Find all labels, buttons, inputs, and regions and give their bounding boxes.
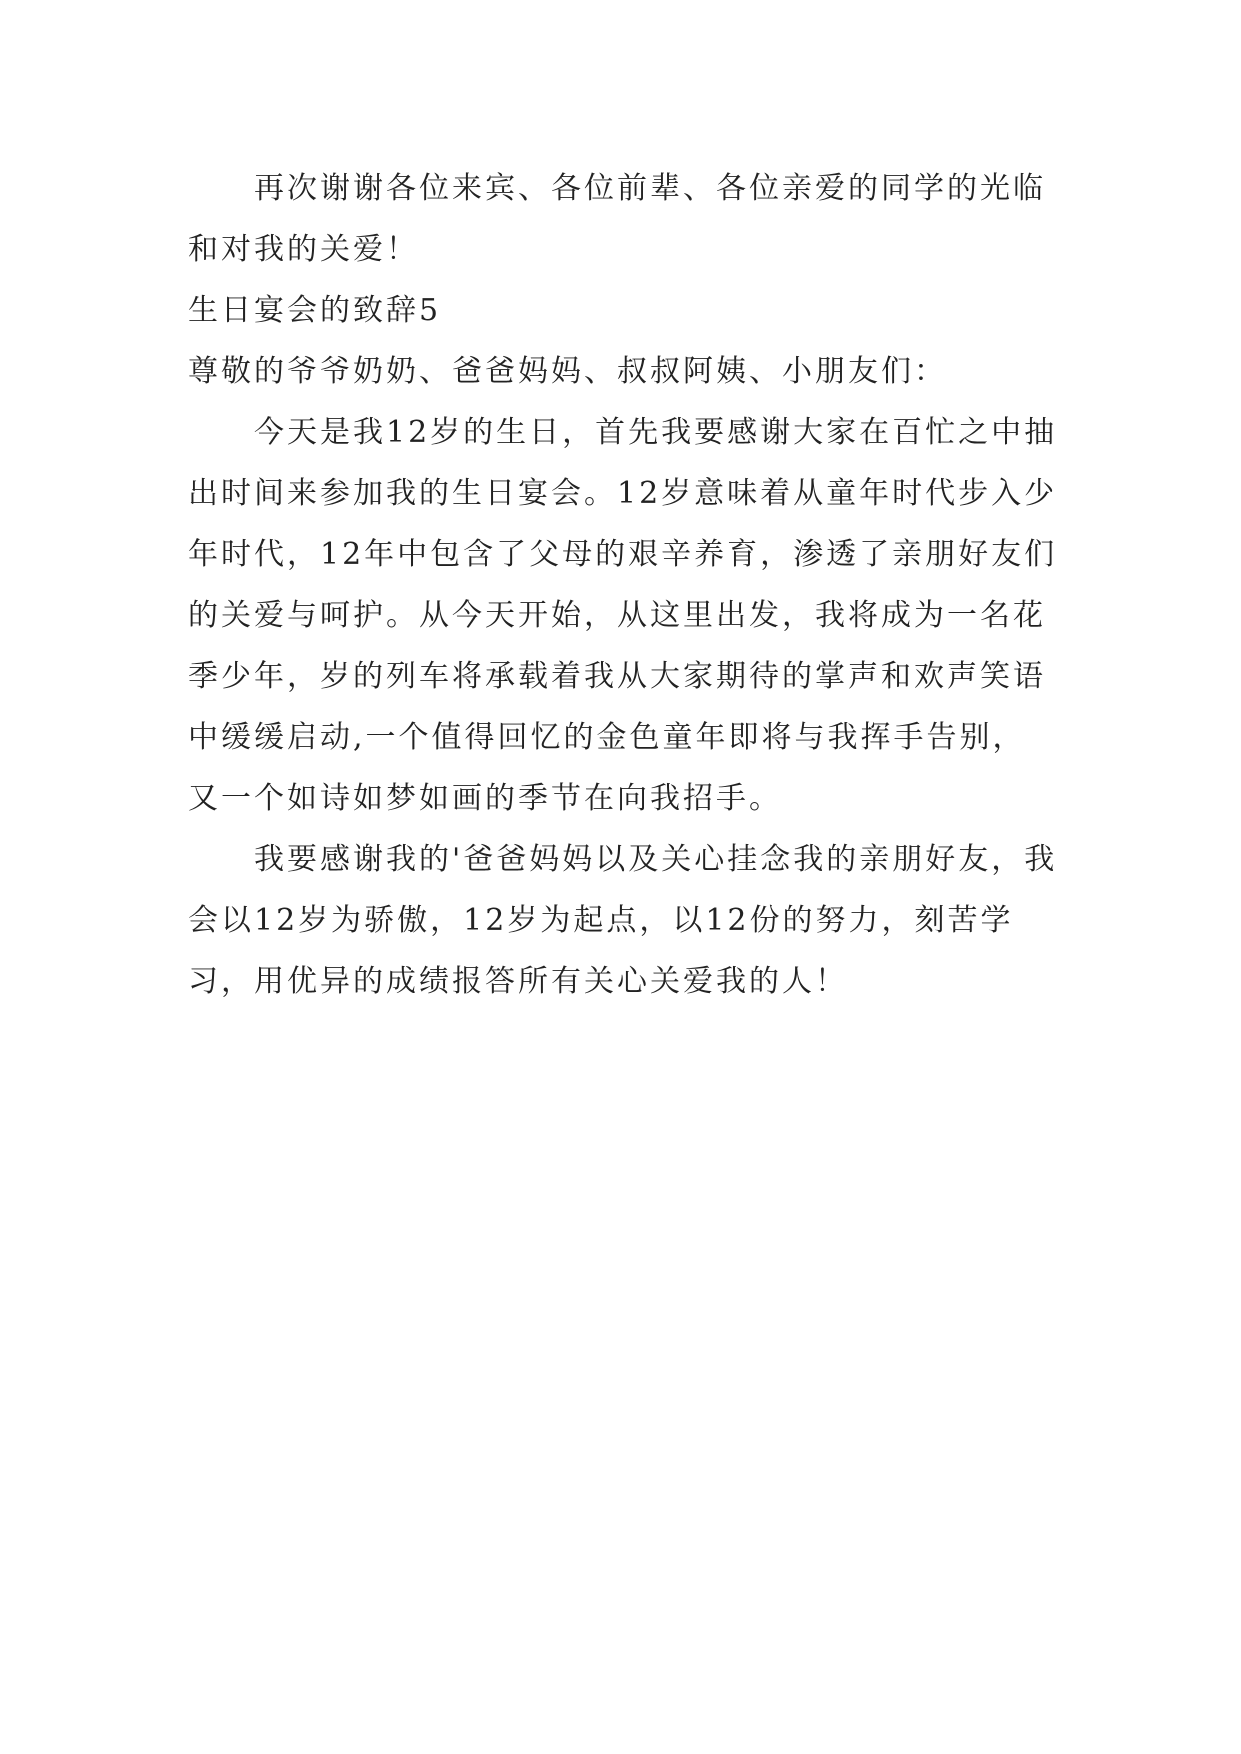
- closing-thanks-paragraph: 再次谢谢各位来宾、各位前辈、各位亲爱的同学的光临和对我的关爱！: [188, 171, 1046, 267]
- section-heading: 生日宴会的致辞5: [188, 293, 442, 328]
- body-paragraph: 我要感谢我的'爸爸妈妈以及关心挂念我的亲朋好友，我会以12岁为骄傲，12岁为起点，以12份的努力，刻苦学习，用优异的成绩报答所有关心关爱我的人！: [188, 842, 1058, 999]
- salutation: 尊敬的爷爷奶奶、爸爸妈妈、叔叔阿姨、小朋友们：: [188, 354, 947, 389]
- body-paragraph: 今天是我12岁的生日，首先我要感谢大家在百忙之中抽出时间来参加我的生日宴会。12岁意味着从童年时代步入少年时代，12年中包含了父母的艰辛养育，渗透了亲朋好友们的关爱与呵护。从今天开始，从这里出发，我将成为一名花季少年，岁的列车将承载着我从大家期待的掌声和欢声笑语中缓缓启动,一个值得回忆的金色童年即将与我挥手告别，又一个如诗如梦如画的季节在向我招手。: [188, 415, 1058, 816]
- document-body: [188, 158, 1058, 1012]
